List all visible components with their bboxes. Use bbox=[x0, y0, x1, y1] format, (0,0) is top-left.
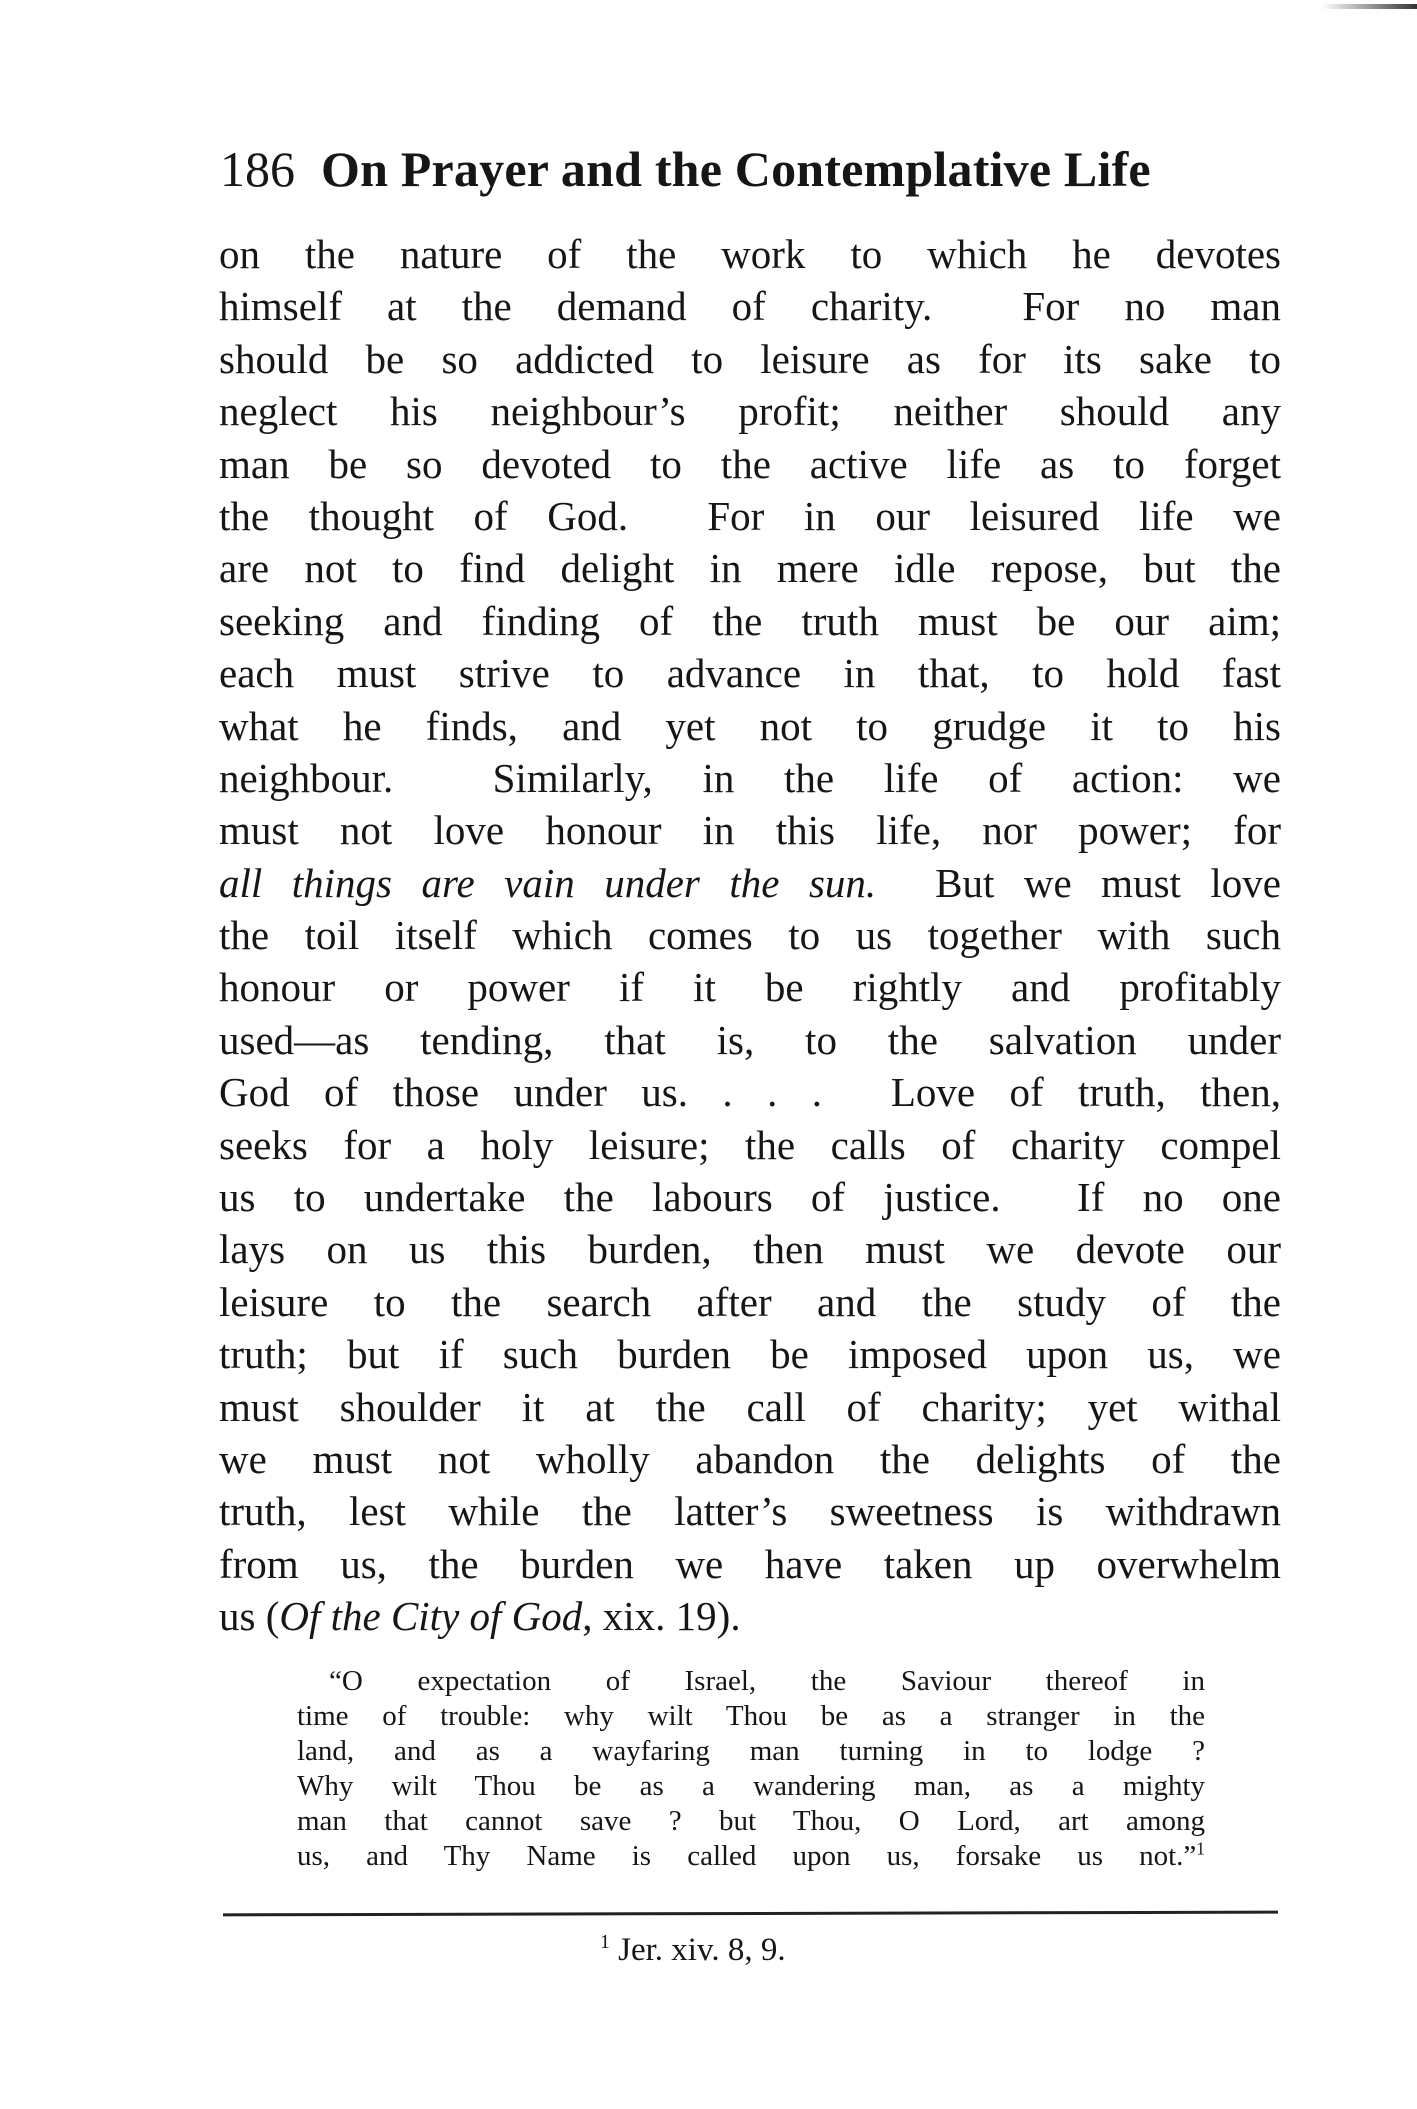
text-segment: seeks for a holy leisure; the calls of charity compel bbox=[219, 1121, 1281, 1168]
body-line bbox=[219, 1485, 1281, 1537]
body-line bbox=[219, 961, 1281, 1013]
body-line bbox=[219, 385, 1281, 437]
text-segment: used—as tending, that is, to the salvation under bbox=[219, 1016, 1281, 1063]
body-line bbox=[219, 438, 1281, 490]
body-line bbox=[219, 1276, 1281, 1328]
text-segment: God of those under us. . . . Love of truth, then, bbox=[219, 1069, 1281, 1116]
body-line bbox=[219, 1433, 1281, 1485]
quote-line bbox=[297, 1734, 1205, 1769]
footnote bbox=[600, 1932, 786, 1969]
quote-text: time of trouble: why wilt Thou be as a stranger in the bbox=[297, 1700, 1205, 1732]
text-segment: the thought of God. For in our leisured life we bbox=[219, 492, 1281, 539]
body-line bbox=[219, 1171, 1281, 1223]
text-segment: seeking and finding of the truth must be our aim; bbox=[219, 597, 1281, 644]
text-segment: each must strive to advance in that, to hold fast bbox=[219, 650, 1281, 697]
text-segment: the toil itself which comes to us together with such bbox=[219, 912, 1281, 959]
quote-line bbox=[297, 1839, 1205, 1874]
body-line bbox=[219, 752, 1281, 804]
text-segment: truth, lest while the latter’s sweetness is withdrawn bbox=[219, 1488, 1281, 1535]
text-segment: us ( bbox=[219, 1593, 280, 1640]
text-segment: are not to find delight in mere idle repose, but the bbox=[219, 545, 1281, 592]
scripture-quotation bbox=[297, 1664, 1205, 1874]
text-segment: us to undertake the labours of justice. If no one bbox=[219, 1174, 1281, 1221]
footnote-marker: 1 bbox=[600, 1931, 610, 1953]
text-segment: what he finds, and yet not to grudge it to his bbox=[219, 702, 1281, 749]
text-segment: man be so devoted to the active life as to forget bbox=[219, 440, 1281, 487]
body-line bbox=[219, 857, 1281, 909]
text-segment: should be so addicted to leisure as for its sake to bbox=[219, 335, 1281, 382]
quote-line bbox=[297, 1664, 1205, 1699]
text-segment: on the nature of the work to which he devotes bbox=[219, 231, 1281, 277]
text-segment: must shoulder it at the call of charity; yet withal bbox=[219, 1383, 1281, 1430]
italic-text: all things are vain under the sun. bbox=[219, 859, 877, 906]
text-segment: truth; but if such burden be imposed upon us, we bbox=[219, 1331, 1281, 1378]
body-line bbox=[219, 228, 1281, 280]
quote-text: “O expectation of Israel, the Saviour thereof in bbox=[329, 1665, 1205, 1697]
body-line bbox=[219, 280, 1281, 332]
body-text bbox=[219, 228, 1281, 1643]
running-header bbox=[220, 140, 1256, 198]
text-segment: But we must love bbox=[876, 859, 1281, 906]
body-line bbox=[219, 1381, 1281, 1433]
text-segment: neighbour. Similarly, in the life of action: we bbox=[219, 754, 1281, 801]
body-line bbox=[219, 333, 1281, 385]
quote-text: Why wilt Thou be as a wandering man, as a mighty bbox=[297, 1770, 1205, 1802]
body-line bbox=[219, 1066, 1281, 1118]
text-segment: , xix. 19). bbox=[582, 1593, 741, 1640]
italic-text: Of the City of God bbox=[279, 1593, 583, 1640]
text-segment: from us, the burden we have taken up overwhelm bbox=[219, 1540, 1281, 1587]
text-segment: himself at the demand of charity. For no man bbox=[219, 283, 1281, 330]
body-line bbox=[219, 1328, 1281, 1380]
text-segment: must not love honour in this life, nor power; for bbox=[219, 807, 1281, 854]
body-line bbox=[219, 909, 1281, 961]
footnote-rule bbox=[223, 1911, 1278, 1917]
page-number: 186 bbox=[220, 141, 295, 197]
running-title: On Prayer and the Contemplative Life bbox=[321, 141, 1151, 197]
body-line bbox=[219, 647, 1281, 699]
body-line bbox=[219, 542, 1281, 594]
text-segment: leisure to the search after and the study of the bbox=[219, 1278, 1281, 1325]
quote-line bbox=[297, 1804, 1205, 1839]
quote-text: land, and as a wayfaring man turning in to lodge ? bbox=[297, 1735, 1205, 1767]
footnote-text: Jer. xiv. 8, 9. bbox=[618, 1932, 786, 1968]
text-segment: honour or power if it be rightly and profitably bbox=[219, 964, 1281, 1011]
body-line bbox=[219, 595, 1281, 647]
text-segment: neglect his neighbour’s profit; neither should any bbox=[219, 388, 1281, 435]
text-segment: we must not wholly abandon the delights of the bbox=[219, 1435, 1281, 1482]
body-line bbox=[219, 1014, 1281, 1066]
quote-text: man that cannot save ? but Thou, O Lord, art among bbox=[297, 1805, 1205, 1837]
scan-edge-mark bbox=[1322, 4, 1417, 9]
quote-text: us, and Thy Name is called upon us, forsake us not.” bbox=[297, 1840, 1197, 1872]
quote-line bbox=[297, 1769, 1205, 1804]
body-line bbox=[219, 700, 1281, 752]
footnote-reference: 1 bbox=[1196, 1838, 1205, 1859]
body-line bbox=[219, 1223, 1281, 1275]
body-line bbox=[219, 1538, 1281, 1590]
quote-line bbox=[297, 1699, 1205, 1734]
body-line bbox=[219, 804, 1281, 856]
text-segment: lays on us this burden, then must we devote our bbox=[219, 1226, 1281, 1273]
body-line bbox=[219, 490, 1281, 542]
body-line bbox=[219, 1590, 1281, 1642]
body-line bbox=[219, 1119, 1281, 1171]
